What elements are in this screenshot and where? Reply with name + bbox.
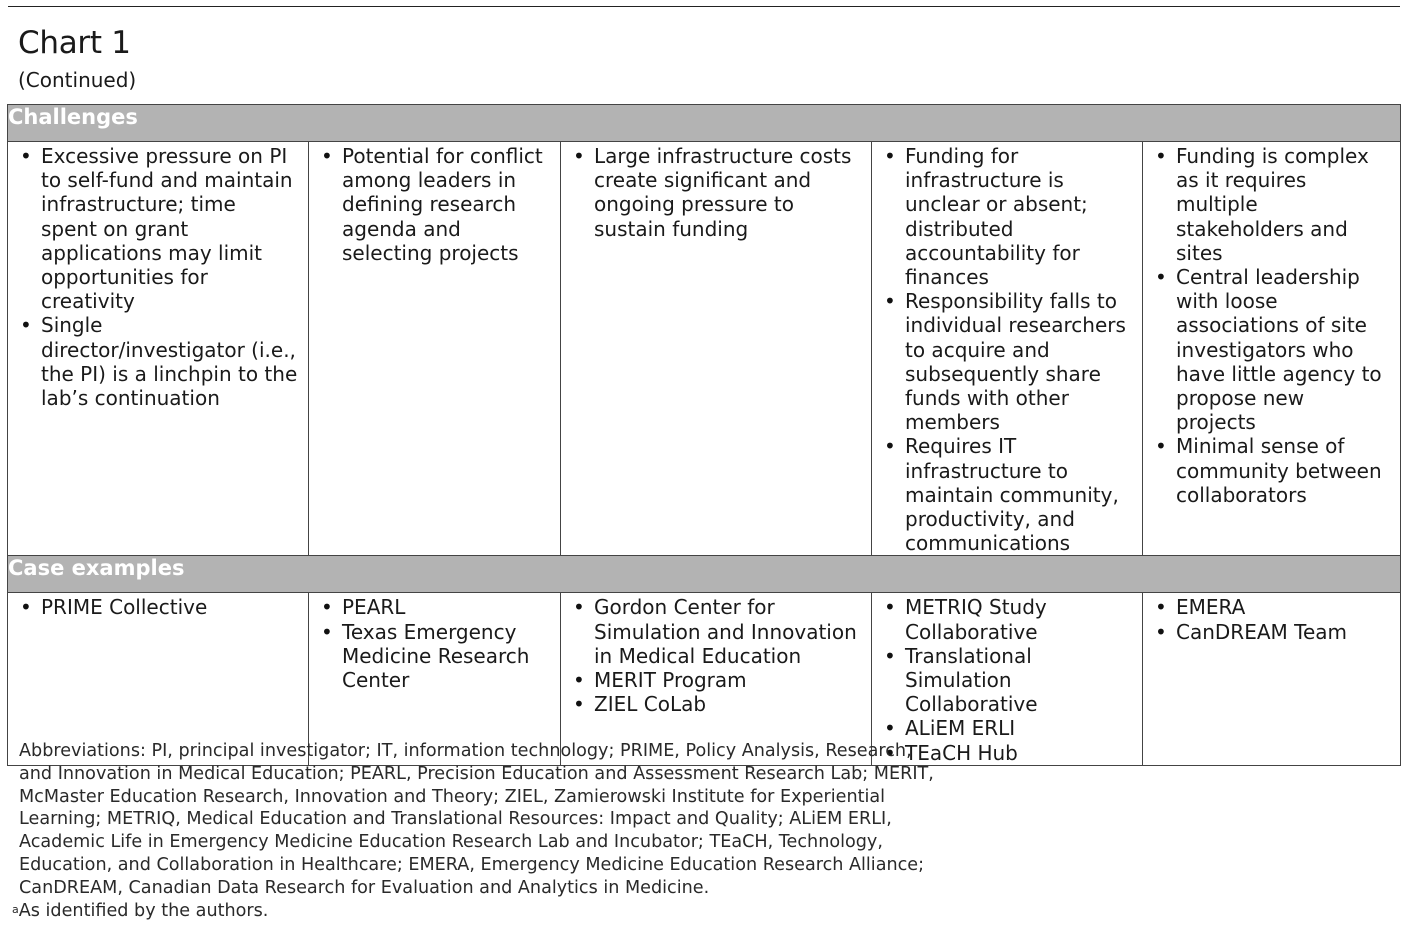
list-item: • Gordon Center for Simulation and Innovation in Medical Education [573,595,861,668]
top-rule [8,6,1400,7]
list-item: • Funding is complex as it requires multiple stakeholders and sites [1155,144,1390,265]
list-item: • Funding for infrastructure is unclear or absent; distributed accountability for finances [884,144,1132,289]
case-examples-heading: Case examples [8,556,1401,593]
list-item: • Responsibility falls to individual researchers to acquire and subsequently share funds with other members [884,289,1132,434]
list-item: • TEaCH Hub [884,741,1132,765]
chart-table [7,104,1401,766]
list-item: • EMERA [1155,595,1390,619]
list-item: • Translational Simulation Collaborative [884,644,1132,717]
list-item: • PRIME Collective [20,595,298,619]
challenges-cell-4 [872,142,1143,556]
list-item: • Requires IT infrastructure to maintain community, productivity, and communications [884,434,1132,555]
challenges-header-row [8,105,1401,142]
list-item: • Central leadership with loose associations of site investigators who have little agency to propose new projects [1155,265,1390,434]
footnote-marker: a [12,903,19,916]
challenges-cell-1 [8,142,309,556]
list-item: • Single director/investigator (i.e., the PI) is a linchpin to the lab’s continuation [20,313,298,410]
chart-title: Chart 1 [18,25,131,61]
list-item: • ZIEL CoLab [573,692,861,716]
case-examples-header-row [8,556,1401,593]
list-item: • PEARL [321,595,550,619]
list-item: • ALiEM ERLI [884,716,1132,740]
case-examples-cell-5 [1143,593,1401,765]
challenges-cell-2 [309,142,561,556]
list-item: • Texas Emergency Medicine Research Center [321,620,550,693]
list-item: • METRIQ Study Collaborative [884,595,1132,643]
abbreviations-footnote: Abbreviations: PI, principal investigator; IT, information technology; PRIME, Policy Analysis, Research, and Innovation in Medical Education; PEARL, Precision Education and Assessment Research Lab; MERIT, McMaster Education Research, Innovation and Theory; ZIEL, Zamierowski Institute for Experiential Learning; METRIQ, Medical Education and Translational Resources: Impact and Quality; ALiEM ERLI, Academic Life in Emergency Medicine Education Research Lab and Incubator; TEaCH, Technology, Education, and Collaboration in Healthcare; EMERA, Emergency Medicine Education Research Alliance; CanDREAM, Canadian Data Research for Evaluation and Analytics in Medicine. [19,741,934,898]
authors-footnote [12,900,268,923]
chart-subtitle: (Continued) [18,68,137,92]
challenges-row [8,142,1401,556]
challenges-cell-5 [1143,142,1401,556]
list-item: • Potential for conflict among leaders in defining research agenda and selecting projects [321,144,550,265]
list-item: • MERIT Program [573,668,861,692]
list-item: • Minimal sense of community between collaborators [1155,434,1390,507]
list-item: • CanDREAM Team [1155,620,1390,644]
list-item: • Excessive pressure on PI to self-fund and maintain infrastructure; time spent on grant applications may limit opportunities for creativity [20,144,298,313]
challenges-heading: Challenges [8,105,1401,142]
challenges-cell-3 [561,142,872,556]
list-item: • Large infrastructure costs create significant and ongoing pressure to sustain funding [573,144,861,241]
footnote-text: As identified by the authors. [18,901,269,921]
